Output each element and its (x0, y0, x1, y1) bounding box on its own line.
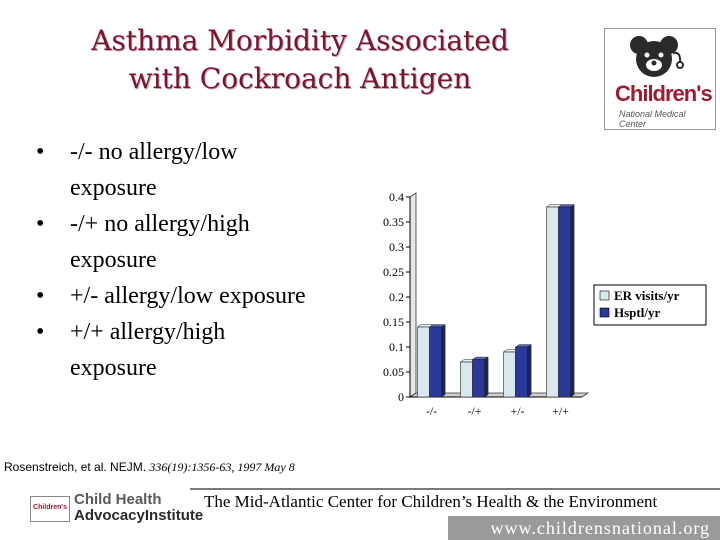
bullet-item (36, 134, 366, 206)
y-tick-label: 0.3 (389, 240, 404, 254)
website-url: www.childrensnational.org (448, 516, 720, 540)
logo-name: Children's (615, 81, 712, 106)
bar (547, 207, 559, 397)
slide-title (40, 22, 560, 98)
x-tick-label: +/- (510, 404, 525, 418)
bullet-text-cont: exposure (70, 247, 157, 273)
bullet-text: +/- allergy/low exposure (70, 283, 306, 309)
y-tick-label: 0.4 (389, 190, 404, 204)
bullet-dot: • (36, 283, 45, 309)
cha-text (74, 492, 203, 524)
y-tick-label: 0.1 (389, 340, 404, 354)
legend-swatch (600, 308, 609, 317)
bar (559, 207, 571, 397)
x-tick-label: -/+ (467, 404, 482, 418)
legend-label: Hsptl/yr (614, 305, 661, 320)
y-tick-label: 0.15 (383, 315, 404, 329)
bullet-text-cont: exposure (70, 175, 157, 201)
bar (504, 352, 516, 397)
y-tick-label: 0.35 (383, 215, 404, 229)
citation (4, 460, 295, 475)
chart-side-wall (410, 193, 416, 397)
citation-reference: 336(19):1356-63, 1997 May 8 (149, 460, 295, 474)
bar (473, 360, 485, 398)
bar-side (442, 325, 446, 397)
bullet-item (36, 278, 366, 314)
legend-swatch (600, 291, 609, 300)
citation-authors: Rosenstreich, et al. NEJM. (4, 460, 150, 474)
y-tick-label: 0 (398, 390, 404, 404)
cha-line-2: AdvocacyInstitute (74, 507, 204, 524)
bar (418, 327, 430, 397)
bar-side (528, 345, 532, 397)
bar (461, 362, 473, 397)
bar (430, 327, 442, 397)
bullet-list (36, 134, 366, 386)
y-tick-label: 0.05 (383, 365, 404, 379)
x-tick-label: +/+ (552, 404, 569, 418)
bullet-dot: • (36, 211, 45, 237)
bullet-item (36, 206, 366, 278)
childrens-logo (604, 28, 716, 130)
y-tick-label: 0.25 (383, 265, 404, 279)
advocacy-institute-logo (30, 490, 204, 530)
title-line-2: with Cockroach Antigen (128, 62, 472, 95)
footer-divider (190, 488, 720, 490)
bullet-text: +/+ allergy/high (70, 319, 226, 345)
bullet-dot: • (36, 319, 45, 345)
title-line-1: Asthma Morbidity Associated (91, 24, 509, 57)
cha-line-1: Child Health (74, 491, 162, 508)
bullet-text: -/+ no allergy/high (70, 211, 250, 237)
bullet-text-cont: exposure (70, 355, 157, 381)
legend-label: ER visits/yr (614, 288, 680, 303)
bullet-dot: • (36, 139, 45, 165)
bullet-item (36, 314, 366, 386)
bar-chart (360, 180, 710, 425)
bear-icon (625, 33, 685, 83)
bullet-text: -/- no allergy/low (70, 139, 238, 165)
bar-side (485, 357, 489, 397)
y-tick-label: 0.2 (389, 290, 404, 304)
bar-side (571, 205, 575, 397)
logo-subtitle: National Medical Center (619, 109, 686, 129)
footer-text: The Mid-Atlantic Center for Children’s Health & the Environment (204, 492, 658, 511)
x-tick-label: -/- (425, 404, 438, 418)
cha-mini-logo: Children's (30, 496, 70, 522)
bar (516, 347, 528, 397)
